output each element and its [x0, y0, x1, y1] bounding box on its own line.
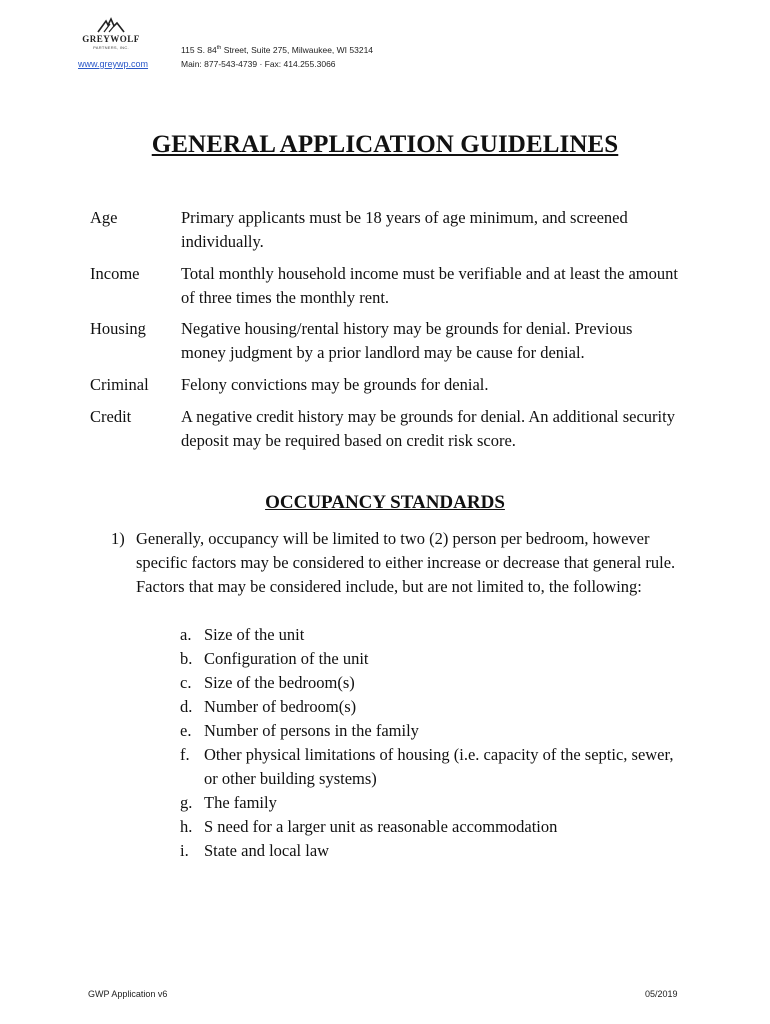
- guideline-label: Housing: [90, 319, 146, 338]
- list-item-letter: i.: [180, 841, 189, 860]
- list-item-letter: a.: [180, 625, 192, 644]
- list-item-letter: b.: [180, 649, 193, 668]
- list-item-text: The family: [204, 793, 277, 812]
- company-logo: [78, 16, 144, 52]
- guideline-text: Negative housing/rental history may be grounds for denial. Previous money judgment by a prior landlord may be cause for denial.: [181, 319, 633, 362]
- occupancy-title: OCCUPANCY STANDARDS: [265, 492, 505, 513]
- guideline-label: Criminal: [90, 375, 149, 394]
- guideline-text: Total monthly household income must be verifiable and at least the amount of three times the monthly rent.: [181, 264, 678, 307]
- list-item-text: Number of persons in the family: [204, 721, 419, 740]
- list-item-text: Other physical limitations of housing (i.e. capacity of the septic, sewer, or other building systems): [204, 745, 674, 788]
- list-item-text: Configuration of the unit: [204, 649, 369, 668]
- address-rest: Street, Suite 275, Milwaukee, WI 53214: [221, 45, 374, 55]
- website-link[interactable]: www.greywp.com: [78, 59, 149, 69]
- list-item-text: Number of bedroom(s): [204, 697, 357, 716]
- list-item-letter: d.: [180, 697, 193, 716]
- company-address: [181, 45, 373, 55]
- address-street-number: 115 S. 84: [181, 45, 217, 55]
- list-item-text: State and local law: [204, 841, 330, 860]
- list-item-letter: c.: [180, 673, 192, 692]
- list-item-letter: e.: [180, 721, 192, 740]
- guideline-text: Felony convictions may be grounds for denial.: [181, 375, 489, 394]
- logo-subtitle: PARTNERS, INC.: [93, 45, 129, 50]
- occupancy-paragraph: Generally, occupancy will be limited to two (2) person per bedroom, however specific factors may be considered to either increase or decrease that general rule. Factors that may be considered include, but are not limited to, the following:: [136, 529, 676, 596]
- footer-date: 05/2019: [645, 989, 678, 999]
- guideline-label: Age: [90, 208, 118, 227]
- list-item-text: Size of the bedroom(s): [204, 673, 355, 692]
- guideline-text: Primary applicants must be 18 years of age minimum, and screened individually.: [181, 208, 628, 251]
- guideline-label: Income: [90, 264, 140, 283]
- list-item-letter: g.: [180, 793, 193, 812]
- list-item-letter: f.: [180, 745, 190, 764]
- list-item-text: S need for a larger unit as reasonable accommodation: [204, 817, 558, 836]
- list-item-text: Size of the unit: [204, 625, 305, 644]
- logo-wordmark: GREYWOLF: [82, 34, 140, 44]
- guideline-text: A negative credit history may be grounds for denial. An additional security deposit may be required based on credit risk score.: [181, 407, 675, 450]
- list-item-number: 1): [111, 529, 125, 548]
- footer-version: GWP Application v6: [88, 989, 168, 999]
- list-item-letter: h.: [180, 817, 193, 836]
- company-phones: Main: 877-543-4739 · Fax: 414.255.3066: [181, 59, 336, 69]
- wolf-logo-icon: [96, 16, 126, 34]
- page-title: GENERAL APPLICATION GUIDELINES: [151, 131, 619, 158]
- address-ordinal: th: [216, 45, 222, 51]
- guideline-label: Credit: [90, 407, 132, 426]
